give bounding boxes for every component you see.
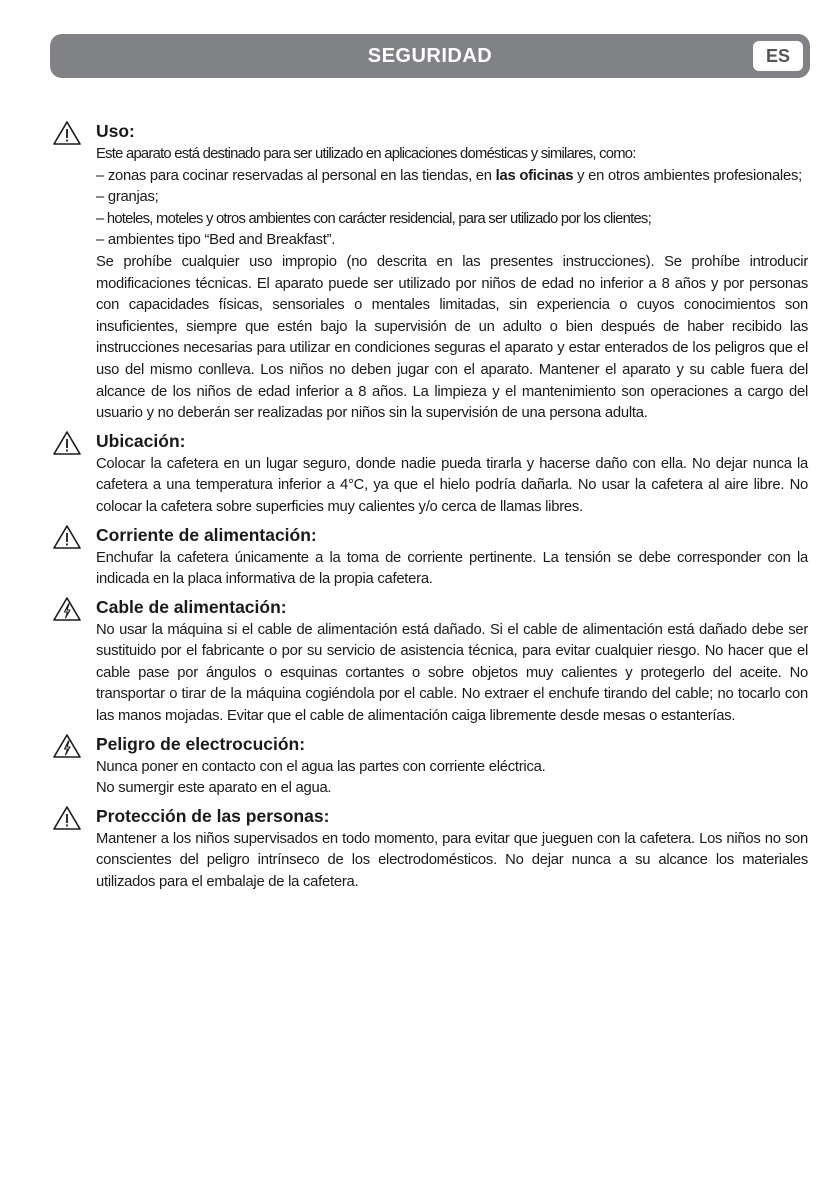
section-electrocucion — [52, 731, 808, 800]
section-title: Peligro de electrocución: — [96, 733, 306, 754]
section-title: Uso: — [96, 121, 135, 141]
list-item: – hoteles, moteles y otros ambientes con carácter residencial, para ser utilizado por los clientes; — [96, 210, 651, 227]
section-title: Corriente de alimentación: — [96, 524, 317, 545]
section-body: Colocar la cafetera en un lugar seguro, donde nadie pueda tirarla y hacerse daño con ella. No dejar nunca la cafetera a una temperatura inferior a 4°C, ya que el hielo podría dañarla. No usar la cafetera al aire libre. No colocar la cafetera sobre superficies muy calientes y/o cerca de llamas libres. — [96, 455, 808, 515]
electric-hazard-icon — [52, 733, 82, 759]
language-badge: ES — [753, 41, 803, 71]
electric-hazard-icon — [52, 596, 82, 622]
list-item: – zonas para cocinar reservadas al personal en las tiendas, en las oficinas y en otros ambientes profesionales; — [96, 167, 802, 184]
section-title: Protección de las personas: — [96, 805, 330, 826]
intro-text: Este aparato está destinado para ser utilizado en aplicaciones domésticas y similares, como: — [96, 146, 636, 162]
section-body: No usar la máquina si el cable de alimentación está dañado. Si el cable de alimentación está dañado debe ser sustituido por el fabricante o por su servicio de asistencia técnica, para evitar cualquier riesgo. No hacer que el cable pase por ángulos o esquinas cortantes o sobre objetos muy calientes y protegerlo del aceite. No transportar o tirar de la máquina cogiéndola por el cable. No extraer el enchufe tirando del cable; no tocarlo con las manos mojadas. Evitar que el cable de alimentación caiga libremente desde mesas o estanterías. — [96, 621, 808, 725]
warning-icon — [52, 120, 82, 146]
safety-content — [52, 118, 808, 897]
section-header-bar — [50, 34, 810, 78]
section-uso — [52, 118, 808, 425]
section-body-line: Nunca poner en contacto con el agua las partes con corriente eléctrica. — [96, 758, 546, 775]
section-ubicacion — [52, 428, 808, 519]
warning-icon — [52, 805, 82, 831]
emphasis-text: las oficinas — [495, 167, 574, 184]
section-title: Cable de alimentación: — [96, 596, 287, 617]
section-cable — [52, 594, 808, 728]
section-corriente — [52, 522, 808, 591]
section-body: Enchufar la cafetera únicamente a la toma de corriente pertinente. La tensión se debe corresponder con la indicada en la placa informativa de la propia cafetera. — [96, 549, 808, 588]
section-body: Se prohíbe cualquier uso impropio (no descrita en las presentes instrucciones). Se prohíbe introducir modificaciones técnicas. El aparato puede ser utilizado por niños de edad no inferior a 8 años y por personas con capacidades físicas, sensoriales o mentales limitadas, sin experiencia o cuyos conocimientos son insuficientes, siempre que estén bajo la supervisión de un adulto o bien después de haber recibido las instrucciones necesarias para utilizar en condiciones seguras el aparato y estar enterados de los peligros que el uso del mismo conlleva. Los niños no deben jugar con el aparato. Mantener el aparato y su cable fuera del alcance de los niños de edad inferior a 8 años. La limpieza y el mantenimiento son operaciones a cargo del usuario y no deberán ser realizadas por niños sin la supervisión de una persona adulta. — [96, 253, 808, 422]
page-title: SEGURIDAD — [367, 45, 493, 67]
section-body-line: No sumergir este aparato en el agua. — [96, 780, 332, 797]
section-body: Mantener a los niños supervisados en todo momento, para evitar que jueguen con la cafetera. Los niños no son conscientes del peligro intrínseco de los electrodomésticos. No dejar nunca a su alcance los materiales utilizados para el embalaje de la cafetera. — [96, 830, 808, 891]
section-title: Ubicación: — [96, 430, 186, 451]
warning-icon — [52, 524, 82, 550]
section-proteccion — [52, 803, 808, 894]
warning-icon — [52, 430, 82, 456]
list-item: – ambientes tipo “Bed and Breakfast”. — [96, 232, 336, 249]
list-item: – granjas; — [96, 189, 159, 206]
